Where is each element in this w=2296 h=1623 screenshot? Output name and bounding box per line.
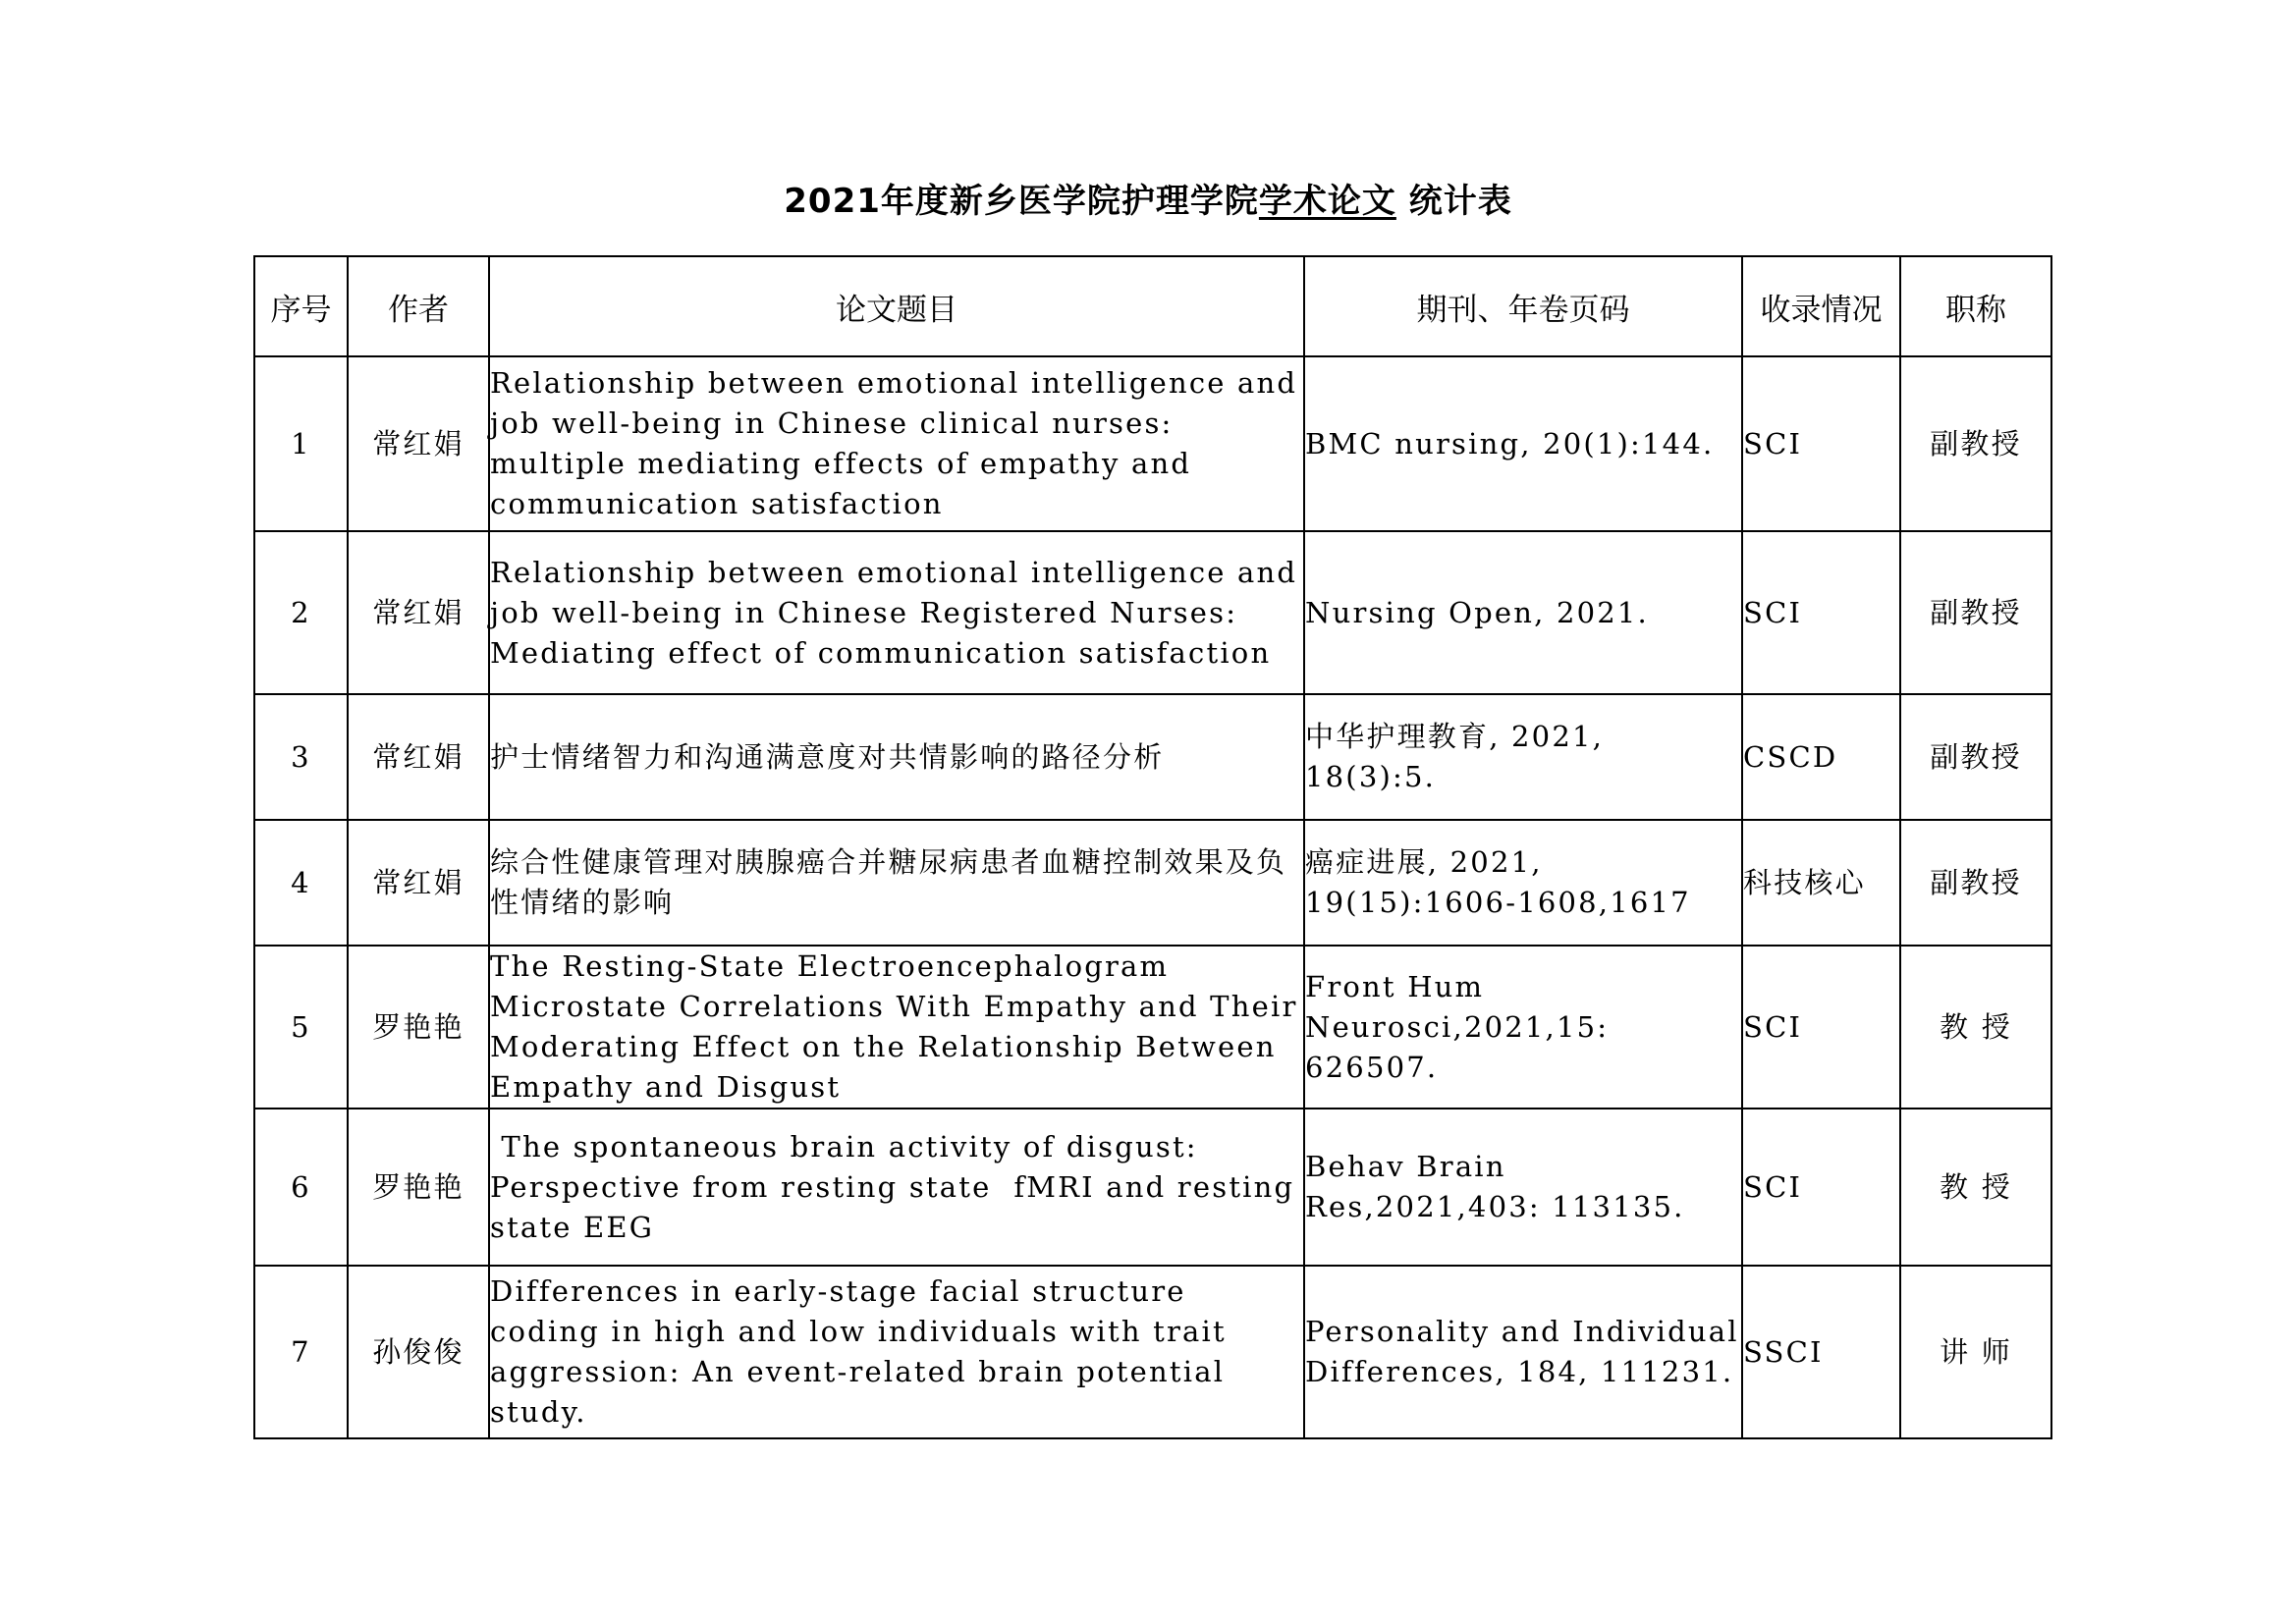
row-rank: 副教授 — [1900, 531, 2051, 694]
row-title — [489, 946, 1309, 1109]
row-rank: 教 授 — [1900, 946, 2051, 1109]
row-title — [489, 1266, 1304, 1438]
row-index: SCI — [1742, 356, 1900, 531]
row-title — [489, 694, 1304, 820]
row-title-text: The spontaneous brain activity of disgust: Perspective from resting state fMRI and resting state EEG — [490, 1129, 1306, 1244]
row-title-text: Differences in early-stage facial structure coding in high and low individuals with trait aggression: An event-related brain potential study. — [490, 1274, 1238, 1429]
row-no: 1 — [254, 356, 348, 531]
row-rank: 讲 师 — [1900, 1266, 2051, 1438]
header-author: 作者 — [348, 256, 489, 356]
row-journal-text: Behav Brain Res,2021,403: 113135. — [1305, 1150, 1685, 1223]
table-row — [254, 694, 2051, 820]
row-no: 4 — [254, 820, 348, 946]
document-title — [0, 177, 2296, 226]
row-no: 6 — [254, 1109, 348, 1266]
row-index: SCI — [1742, 946, 1900, 1109]
row-author: 常红娟 — [348, 356, 489, 531]
row-index: SSCI — [1742, 1266, 1900, 1438]
table-row — [254, 1266, 2051, 1438]
table-row — [254, 946, 2051, 1109]
row-author: 罗艳艳 — [348, 946, 489, 1109]
row-title — [489, 531, 1309, 694]
header-title: 论文题目 — [489, 256, 1304, 356]
papers-table — [253, 255, 2052, 1439]
row-no: 5 — [254, 946, 348, 1109]
header-journal: 期刊、年卷页码 — [1304, 256, 1742, 356]
row-journal — [1304, 694, 1742, 820]
row-no: 3 — [254, 694, 348, 820]
row-title-text: The Resting-State Electroencephalogram Microstate Correlations With Empathy and Their Moderating Effect on the Relationship Between Empathy and Disgust — [490, 949, 1309, 1104]
row-title — [489, 356, 1309, 531]
row-journal-text: Nursing Open, 2021. — [1305, 595, 1649, 629]
row-journal — [1304, 946, 1742, 1109]
row-author: 罗艳艳 — [348, 1109, 489, 1266]
row-author: 常红娟 — [348, 694, 489, 820]
table-row — [254, 1109, 2051, 1266]
row-title-text: 综合性健康管理对胰腺癌合并糖尿病患者血糖控制效果及负性情绪的影响 — [490, 845, 1287, 919]
row-title — [489, 820, 1304, 946]
row-journal — [1304, 1266, 1751, 1438]
row-journal-text: BMC nursing, 20(1):144. — [1305, 426, 1715, 460]
row-journal — [1304, 820, 1742, 946]
row-index: SCI — [1742, 1109, 1900, 1266]
row-author: 常红娟 — [348, 820, 489, 946]
title-underlined: 学术论文 — [1258, 182, 1396, 221]
row-index: SCI — [1742, 531, 1900, 694]
header-no: 序号 — [254, 256, 348, 356]
title-suffix: 统计表 — [1395, 182, 1512, 221]
row-title-text: 护士情绪智力和沟通满意度对共情影响的路径分析 — [490, 739, 1165, 774]
row-rank: 副教授 — [1900, 820, 2051, 946]
row-journal-text: Personality and Individual Differences, 184, 111231. — [1305, 1315, 1751, 1388]
row-no: 2 — [254, 531, 348, 694]
title-prefix: 2021年度新乡医学院护理学院 — [784, 182, 1259, 221]
row-journal — [1304, 1109, 1742, 1266]
row-title — [489, 1109, 1304, 1266]
row-journal — [1304, 531, 1742, 694]
row-journal-text: 癌症进展, 2021, 19(15):1606-1608,1617 — [1305, 845, 1691, 919]
table-row — [254, 356, 2051, 531]
row-author: 常红娟 — [348, 531, 489, 694]
row-no: 7 — [254, 1266, 348, 1438]
header-rank: 职称 — [1900, 256, 2051, 356]
row-journal — [1304, 356, 1742, 531]
row-journal-text: Front Hum Neurosci,2021,15: 626507. — [1305, 969, 1620, 1084]
row-author: 孙俊俊 — [348, 1266, 489, 1438]
row-index: CSCD — [1742, 694, 1900, 820]
row-rank: 副教授 — [1900, 694, 2051, 820]
row-rank: 副教授 — [1900, 356, 2051, 531]
row-journal-text: 中华护理教育, 2021, 18(3):5. — [1305, 720, 1615, 793]
table-row — [254, 531, 2051, 694]
row-title-text: Relationship between emotional intelligence and job well-being in Chinese Registered Nurses: Mediating effect of communication satisfaction — [490, 555, 1309, 670]
table-header-row — [254, 256, 2051, 356]
row-index: 科技核心 — [1742, 820, 1900, 946]
table-row — [254, 820, 2051, 946]
row-rank: 教 授 — [1900, 1109, 2051, 1266]
header-index: 收录情况 — [1742, 256, 1900, 356]
row-title-text: Relationship between emotional intelligence and job well-being in Chinese clinical nurses: multiple mediating effects of empathy and communication satisfaction — [490, 366, 1309, 520]
